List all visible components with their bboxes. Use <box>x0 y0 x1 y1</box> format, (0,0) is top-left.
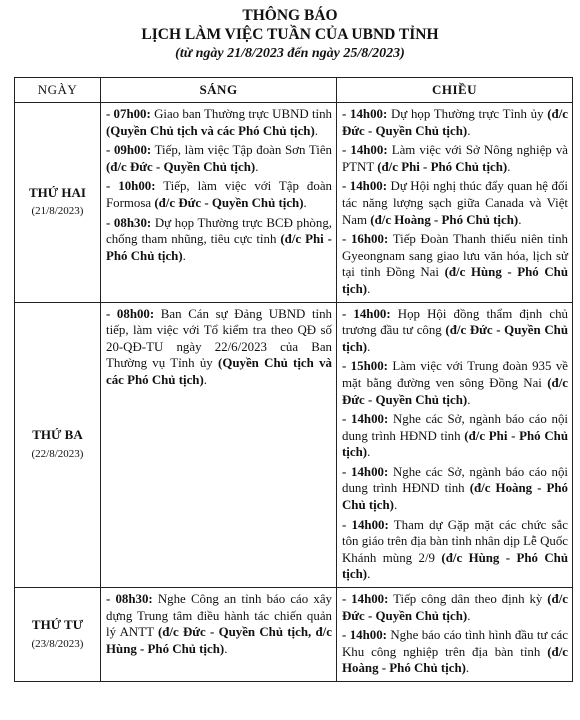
item-attendees: (đ/c Phi - Phó Chủ tịch) <box>377 159 508 174</box>
item-description: Làm việc với Trung đoàn 935 về mặt bằng đường ven sông Đồng Nai <box>342 359 568 390</box>
item-end: . <box>393 498 398 513</box>
item-attendees: (đ/c Hùng - Phó Chủ tịch) <box>342 550 568 582</box>
item-end: . <box>507 159 511 174</box>
item-attendees: (đ/c Đức - Quyền Chủ tịch) <box>106 159 256 174</box>
schedule-item <box>342 464 568 514</box>
item-time: - 14h00: <box>342 107 388 121</box>
table-row <box>15 588 573 682</box>
schedule-item <box>106 142 332 175</box>
item-time: - 15h00: <box>342 359 388 374</box>
afternoon-cell <box>337 588 573 682</box>
document-title: THÔNG BÁO <box>242 7 338 24</box>
schedule-item <box>106 306 332 389</box>
afternoon-cell <box>337 302 573 588</box>
item-attendees: (Quyền Chủ tịch và các Phó Chủ tịch) <box>106 356 332 387</box>
item-time: - 14h00: <box>342 306 391 321</box>
item-description: Tiếp Đoàn Thanh thiếu niên tỉnh Gyeongnam sang giao lưu văn hóa, lịch sử tại tỉnh Đồng Nai <box>342 232 568 280</box>
schedule-item <box>106 106 332 139</box>
item-time: - 07h00: <box>106 107 151 121</box>
item-description: Tham dự Gặp mặt các chức sắc tôn giáo trên địa bàn tỉnh nhân dịp Lễ Quốc Khánh mùng 2/9 <box>342 517 568 565</box>
item-description: Giao ban Thường trực UBND tỉnh <box>150 107 333 121</box>
item-end: . <box>367 445 371 460</box>
item-time: - 09h00: <box>106 143 152 158</box>
item-description: Họp Hội đồng thẩm định chủ trương đầu tư công <box>342 306 568 338</box>
schedule-item <box>342 306 568 356</box>
item-end: . <box>303 195 307 210</box>
item-attendees: (đ/c Đức - Quyền Chủ tịch, đ/c Hùng - Phó Chủ tịch) <box>106 625 332 656</box>
day-cell <box>15 588 101 682</box>
schedule-item <box>106 178 332 211</box>
schedule-item <box>106 591 332 657</box>
item-time: - 14h00: <box>342 179 388 194</box>
day-date: (21/8/2023) <box>31 205 84 218</box>
item-time: - 14h00: <box>342 143 388 158</box>
schedule-item <box>342 142 568 175</box>
item-end: . <box>203 372 207 387</box>
item-attendees: (đ/c Đức - Quyền Chủ tịch) <box>154 195 304 210</box>
item-description: Nghe Công an tỉnh báo cáo xây dựng Trung tâm điều hành tác chiến quản lý ANTT <box>106 592 332 640</box>
item-end: . <box>518 212 522 227</box>
item-attendees: (đ/c Hoàng - Phó Chủ tịch) <box>342 481 568 513</box>
schedule-item <box>342 591 568 624</box>
item-end: . <box>467 123 471 138</box>
item-attendees: (đ/c Phi - Phó Chủ tịch) <box>342 428 568 460</box>
item-end: . <box>182 248 186 263</box>
item-end: . <box>467 392 471 407</box>
item-description: Ban Cán sự Đảng UBND tỉnh tiếp, làm việc với Tổ kiểm tra theo QĐ số 20-QĐ-TU ngày 22/6/2023 của Ban Thường vụ Tỉnh ủy <box>106 306 332 371</box>
morning-cell <box>101 103 337 303</box>
item-attendees: (đ/c Đức - Quyền Chủ tịch) <box>342 107 568 138</box>
item-time: - 14h00: <box>342 464 389 479</box>
date-range: (từ ngày 21/8/2023 đến ngày 25/8/2023) <box>175 46 405 61</box>
morning-cell <box>101 588 337 682</box>
item-description: Dự họp Thường trực BCĐ phòng, chống tham nhũng, tiêu cực tỉnh <box>106 215 332 247</box>
day-cell <box>15 302 101 588</box>
item-attendees: (đ/c Hùng - Phó Chủ tịch) <box>342 265 568 296</box>
item-time: - 08h30: <box>106 592 153 607</box>
table-row <box>15 103 573 303</box>
day-name: THỨ TƯ <box>31 616 84 632</box>
day-date: (22/8/2023) <box>31 447 84 460</box>
schedule-item <box>342 627 568 677</box>
item-time: - 08h30: <box>106 215 152 230</box>
table-row <box>15 302 573 588</box>
item-description: Dự họp Thường trực Tỉnh ủy <box>387 107 548 121</box>
item-attendees: (đ/c Đức - Quyền Chủ tịch) <box>342 592 568 623</box>
item-description: Tiếp, làm việc với Tập đoàn Formosa <box>106 179 332 210</box>
item-description: Tiếp, làm việc Tập đoàn Sơn Tiên <box>151 143 333 158</box>
item-attendees: (đ/c Đức - Quyền Chủ tịch) <box>342 323 568 354</box>
item-time: - 08h00: <box>106 306 155 321</box>
afternoon-cell <box>337 103 573 303</box>
item-end: . <box>367 339 371 354</box>
item-description: Dự Hội nghị thúc đẩy quan hệ đối tác năng lượng sạch giữa Canada và Việt Nam <box>342 179 568 227</box>
day-date: (23/8/2023) <box>31 637 84 650</box>
item-description: Nghe các Sở, ngành báo cáo nội dung trình HĐND tỉnh <box>342 464 568 496</box>
day-name: THỨ BA <box>32 427 83 443</box>
item-attendees: (Quyền Chủ tịch và các Phó Chủ tịch) <box>106 123 315 138</box>
document-subtitle: LỊCH LÀM VIỆC TUẦN CỦA UBND TỈNH <box>141 26 439 43</box>
item-time: - 16h00: <box>342 232 389 247</box>
weekly-schedule-table <box>14 77 573 682</box>
column-header-morning: SÁNG <box>101 78 337 103</box>
schedule-item <box>342 411 568 461</box>
item-end: . <box>467 608 471 623</box>
schedule-item <box>342 358 568 408</box>
morning-cell <box>101 302 337 588</box>
item-description: Tiếp công dân theo định kỳ <box>388 592 548 607</box>
table-header-row <box>15 78 573 103</box>
item-attendees: (đ/c Hoàng - Phó Chủ tịch) <box>342 644 568 676</box>
item-time: - 10h00: <box>106 179 156 194</box>
column-header-afternoon: CHIỀU <box>337 78 573 103</box>
document-header <box>0 0 580 63</box>
item-end: . <box>255 159 259 174</box>
item-description: Làm việc với Sở Nông nghiệp và PTNT <box>342 143 568 174</box>
item-attendees: (đ/c Đức - Quyền Chủ tịch) <box>342 375 568 407</box>
item-time: - 14h00: <box>342 517 389 532</box>
item-end: . <box>314 123 319 138</box>
day-name: THỨ HAI <box>29 184 86 200</box>
item-attendees: (đ/c Hoàng - Phó Chủ tịch) <box>370 212 519 227</box>
item-time: - 14h00: <box>342 592 389 607</box>
item-end: . <box>367 567 371 582</box>
day-cell <box>15 103 101 303</box>
item-end: . <box>465 661 470 676</box>
column-header-day: NGÀY <box>15 78 101 103</box>
item-description: Nghe báo cáo tình hình đầu tư các Khu công nghiệp trên địa bàn tỉnh <box>342 628 568 659</box>
item-attendees: (đ/c Phi - Phó Chủ tịch) <box>106 232 332 263</box>
schedule-item <box>342 517 568 583</box>
item-description: Nghe các Sở, ngành báo cáo nội dung trình HĐND tỉnh <box>342 412 568 443</box>
item-end: . <box>367 281 371 296</box>
item-end: . <box>224 641 228 656</box>
item-time: - 14h00: <box>342 412 389 427</box>
schedule-item <box>342 106 568 139</box>
item-time: - 14h00: <box>342 628 387 643</box>
schedule-item <box>106 215 332 265</box>
schedule-item <box>342 178 568 228</box>
schedule-item <box>342 231 568 297</box>
